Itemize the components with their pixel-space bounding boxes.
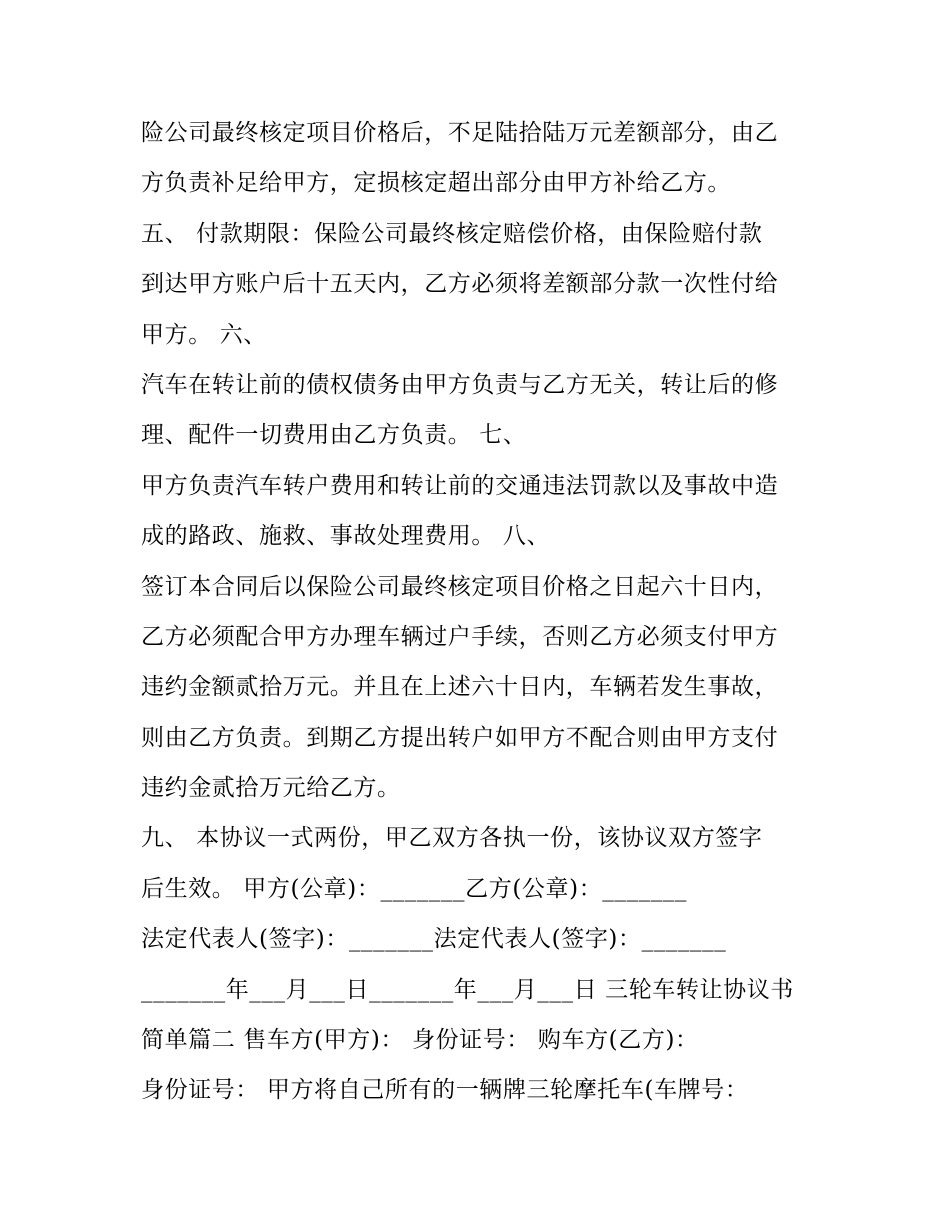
text-line-5: 甲方。 六、 [141, 321, 267, 348]
text-line-19: 简单篇二 售车方(甲方)： 身份证号： 购车方(乙方)： [141, 1027, 699, 1054]
text-line-15: 九、 本协议一式两份，甲乙双方各执一份，该协议双方签字 [141, 825, 763, 852]
text-line-18: _______年___月___日_______年___月___日 三轮车转让协议书 [141, 976, 794, 1003]
text-line-2: 方负责补足给甲方，定损核定超出部分由甲方补给乙方。 [141, 170, 731, 197]
text-line-11: 乙方必须配合甲方办理车辆过户手续，否则乙方必须支付甲方 [141, 623, 779, 650]
text-line-7: 理、配件一切费用由乙方负责。 七、 [141, 422, 527, 449]
text-line-3: 五、 付款期限：保险公司最终核定赔偿价格，由保险赔付款 [141, 220, 763, 247]
text-line-16: 后生效。 甲方(公章)：_______乙方(公章)：_______ [141, 875, 688, 902]
text-line-1: 险公司最终核定项目价格后，不足陆拾陆万元差额部分，由乙 [141, 120, 779, 146]
text-line-8: 甲方负责汽车转户费用和转让前的交通违法罚款以及事故中造 [141, 472, 779, 499]
text-line-12: 违约金额贰拾万元。并且在上述六十日内，车辆若发生事故， [141, 674, 779, 701]
text-line-17: 法定代表人(签字)：_______法定代表人(签字)：_______ [141, 926, 727, 953]
text-line-14: 违约金贰拾万元给乙方。 [141, 775, 401, 802]
text-line-4: 到达甲方账户后十五天内，乙方必须将差额部分款一次性付给 [141, 271, 779, 298]
text-line-10: 签订本合同后以保险公司最终核定项目价格之日起六十日内， [141, 573, 779, 600]
text-line-9: 成的路政、施救、事故处理费用。 八、 [141, 523, 551, 550]
text-line-6: 汽车在转让前的债权债务由甲方负责与乙方无关，转让后的修 [141, 371, 779, 398]
text-line-20: 身份证号： 甲方将自己所有的一辆牌三轮摩托车(车牌号： [141, 1077, 749, 1104]
text-line-13: 则由乙方负责。到期乙方提出转户如甲方不配合则由甲方支付 [141, 724, 779, 751]
document-body [141, 108, 821, 1116]
